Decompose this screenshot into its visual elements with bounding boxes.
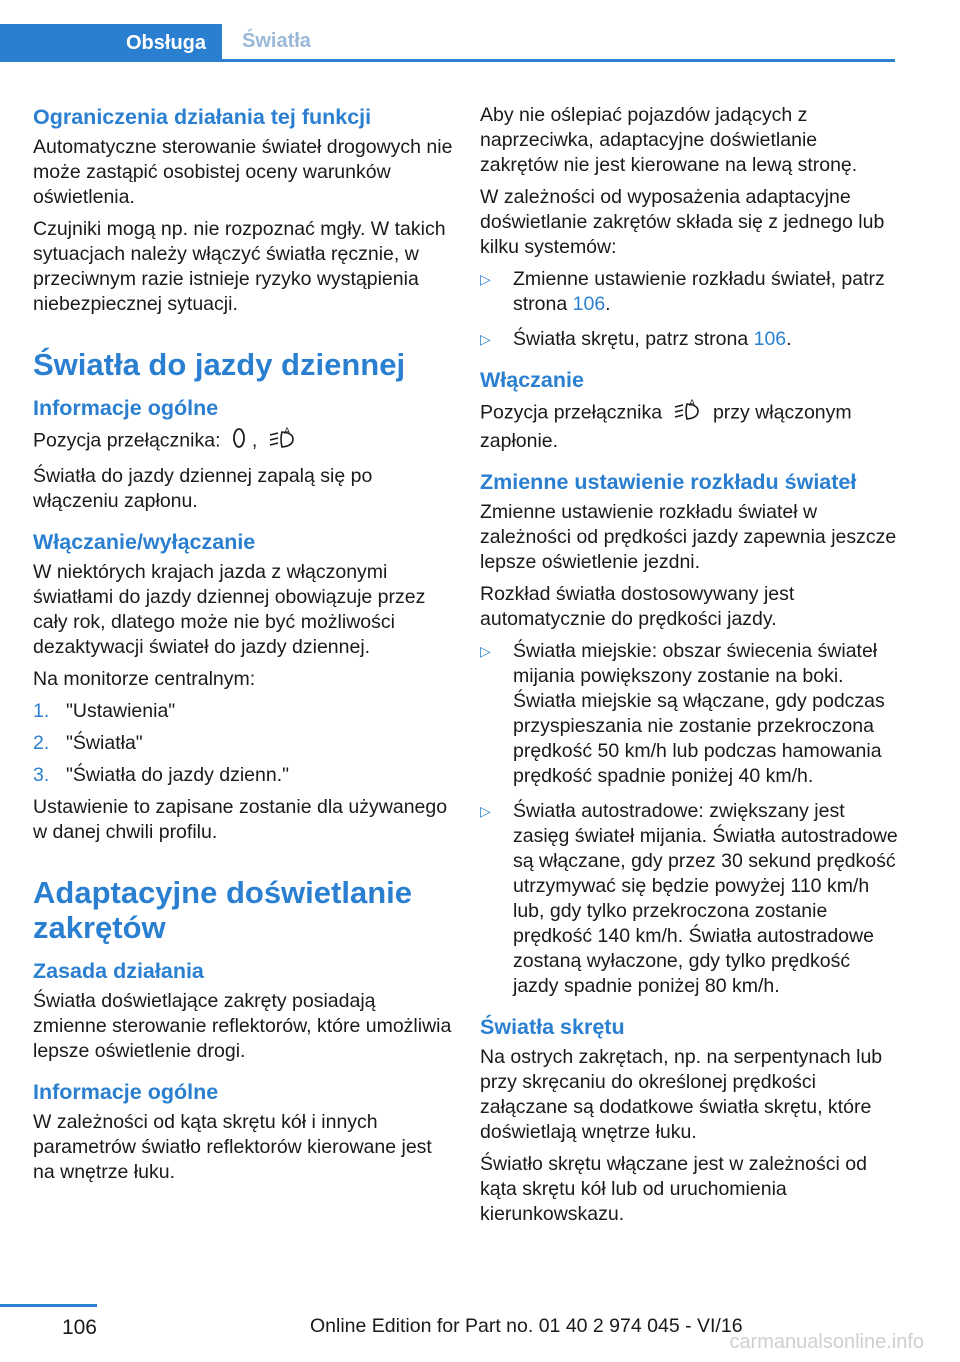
period: . bbox=[605, 293, 611, 315]
edition-footer: Online Edition for Part no. 01 40 2 974 045 - VI/16 bbox=[310, 1315, 743, 1337]
section-heading-general-info: Informacje ogólne bbox=[33, 396, 219, 420]
auto-headlight-icon bbox=[269, 426, 297, 457]
paragraph: Automatyczne sterowanie świateł drogowych nie może zastąpić osobistej oceny warunków oświetlenia. bbox=[33, 136, 453, 208]
paragraph: W zależności od wyposażenia adaptacyjne doświetlanie zakrętów składa się z jednego lub kilku systemów: bbox=[480, 186, 885, 258]
paragraph: Ustawienie to zapisane zostanie dla używanego w danej chwili profilu. bbox=[33, 796, 448, 843]
right-column bbox=[480, 103, 898, 1241]
section-heading-variable-light: Zmienne ustawienie rozkładu świateł bbox=[480, 470, 857, 494]
switch-position-label: Pozycja przełącznika: bbox=[33, 429, 221, 452]
chapter-title-adaptive: Adaptacyjne doświetlanie zakrętów bbox=[33, 875, 412, 945]
tab-obsluga[interactable]: Obsługa bbox=[0, 24, 222, 62]
bullet-text: Zmienne ustawienie rozkładu świateł, patrz strona bbox=[513, 268, 885, 315]
paragraph-switch-position bbox=[33, 426, 453, 457]
watermark: carmanualsonline.info bbox=[729, 1331, 924, 1353]
page-number: 106 bbox=[61, 1316, 97, 1339]
paragraph: W niektórych krajach jazda z włączonymi światłami do jazdy dziennej obowiązuje przez cały rok, dlatego może nie być możliwości dezaktywacji świateł do jazdy dziennej. bbox=[33, 561, 426, 658]
step-text: "Światła do jazdy dzienn." bbox=[66, 764, 290, 786]
page-number-rule bbox=[0, 1304, 97, 1307]
list-item bbox=[33, 763, 453, 788]
page-link[interactable]: 106 bbox=[572, 293, 606, 315]
page-link[interactable]: 106 bbox=[753, 328, 787, 350]
left-column bbox=[33, 103, 453, 1199]
svg-text:A: A bbox=[688, 399, 695, 409]
paragraph: Zmienne ustawienie rozkładu świateł w zależności od prędkości jazdy zapewnia jeszcze lepsze oświetlenie jezdni. bbox=[480, 501, 897, 573]
switch-position-suffix: przy włączonym zapłonie. bbox=[480, 401, 852, 452]
paragraph: Aby nie oślepiać pojazdów jadących z naprzeciwka, adaptacyjne doświetlanie zakrętów nie jest kierowane na lewą stronę. bbox=[480, 104, 858, 176]
step-number: 1. bbox=[33, 700, 50, 722]
paragraph: Światła doświetlające zakręty posiadają zmienne sterowanie reflektorów, które umożliwia lepsze oświetlenie drogi. bbox=[33, 990, 452, 1062]
list-item bbox=[480, 639, 898, 789]
light-modes-list bbox=[480, 639, 898, 999]
svg-text:A: A bbox=[283, 427, 290, 437]
section-heading-turning-lights: Światła skrętu bbox=[480, 1015, 625, 1039]
paragraph: Czujniki mogą np. nie rozpoznać mgły. W takich sytuacjach należy włączyć światła ręcznie, w przeciwnym razie istnieje ryzyko wystąpienia niebezpiecznej sytuacji. bbox=[33, 218, 446, 315]
header-tabbar bbox=[0, 24, 895, 62]
section-heading-general-info-2: Informacje ogólne bbox=[33, 1080, 219, 1104]
step-number: 2. bbox=[33, 732, 50, 754]
paragraph-switch-position bbox=[480, 398, 898, 454]
switch-position-label: Pozycja przełącznika bbox=[480, 401, 663, 424]
paragraph: W zależności od kąta skrętu kół i innych parametrów światło reflektorów kierowane jest na wnętrze łuku. bbox=[33, 1111, 432, 1183]
step-text: "Ustawienia" bbox=[66, 700, 176, 722]
steps-list bbox=[33, 699, 453, 788]
bullet-text: Światła autostradowe: zwiększany jest zasięg świateł mijania. Światła autostradowe są włączane, gdy przez 30 sekund prędkość utrzymywać się będzie powyżej 110 km/h lub, gdy tylko przekroczona zostanie prędkość 140 km/h. Światła autostradowe zostaną wyłaczone, gdy tylko prędkość jazdy spadnie poniżej 80 km/h. bbox=[513, 800, 898, 997]
step-text: "Światła" bbox=[66, 732, 143, 754]
bullet-text: Światła skrętu, patrz strona bbox=[513, 328, 749, 350]
section-heading-on-off: Włączanie/wyłączanie bbox=[33, 530, 256, 554]
period: . bbox=[786, 328, 792, 350]
header-rule bbox=[0, 59, 895, 62]
separator: , bbox=[251, 429, 258, 452]
zero-position-icon bbox=[232, 427, 246, 456]
paragraph: Na monitorze centralnym: bbox=[33, 668, 256, 690]
tab-swiatla[interactable]: Światła bbox=[242, 30, 311, 52]
step-number: 3. bbox=[33, 764, 50, 786]
bullet-arrow-icon: ▷ bbox=[480, 803, 491, 819]
paragraph: Światło skrętu włączane jest w zależności od kąta skrętu kół lub od uruchomienia kierunkowskazu. bbox=[480, 1153, 867, 1225]
paragraph: Na ostrych zakrętach, np. na serpentynach lub przy skręcaniu do określonej prędkości załączane są dodatkowe światła skrętu, które doświetlają wnętrze łuku. bbox=[480, 1046, 883, 1143]
bullet-arrow-icon: ▷ bbox=[480, 331, 491, 347]
paragraph: Światła do jazdy dziennej zapalą się po włączeniu zapłonu. bbox=[33, 465, 373, 512]
list-item bbox=[480, 799, 898, 999]
paragraph: Rozkład światła dostosowywany jest automatycznie do prędkości jazdy. bbox=[480, 583, 795, 630]
section-heading-principle: Zasada działania bbox=[33, 959, 204, 983]
bullet-arrow-icon: ▷ bbox=[480, 271, 491, 287]
chapter-title-drl: Światła do jazdy dziennej bbox=[33, 347, 406, 382]
bullet-text: Światła miejskie: obszar świecenia świateł mijania powiększony zostanie na boki. Światła miejskie są włączane, gdy podczas przyspieszania nie zostanie przekroczona prędkość 50 km/h lub podczas hamowania prędkość spadnie poniżej 40 km/h. bbox=[513, 640, 885, 787]
list-item bbox=[480, 327, 898, 352]
section-heading-switch-on: Włączanie bbox=[480, 368, 584, 392]
list-item bbox=[480, 267, 898, 317]
list-item bbox=[33, 699, 453, 724]
bullet-arrow-icon: ▷ bbox=[480, 643, 491, 659]
list-item bbox=[33, 731, 453, 756]
auto-headlight-icon bbox=[674, 398, 702, 429]
section-heading-limitations: Ograniczenia działania tej funkcji bbox=[33, 105, 372, 129]
systems-list bbox=[480, 267, 898, 352]
